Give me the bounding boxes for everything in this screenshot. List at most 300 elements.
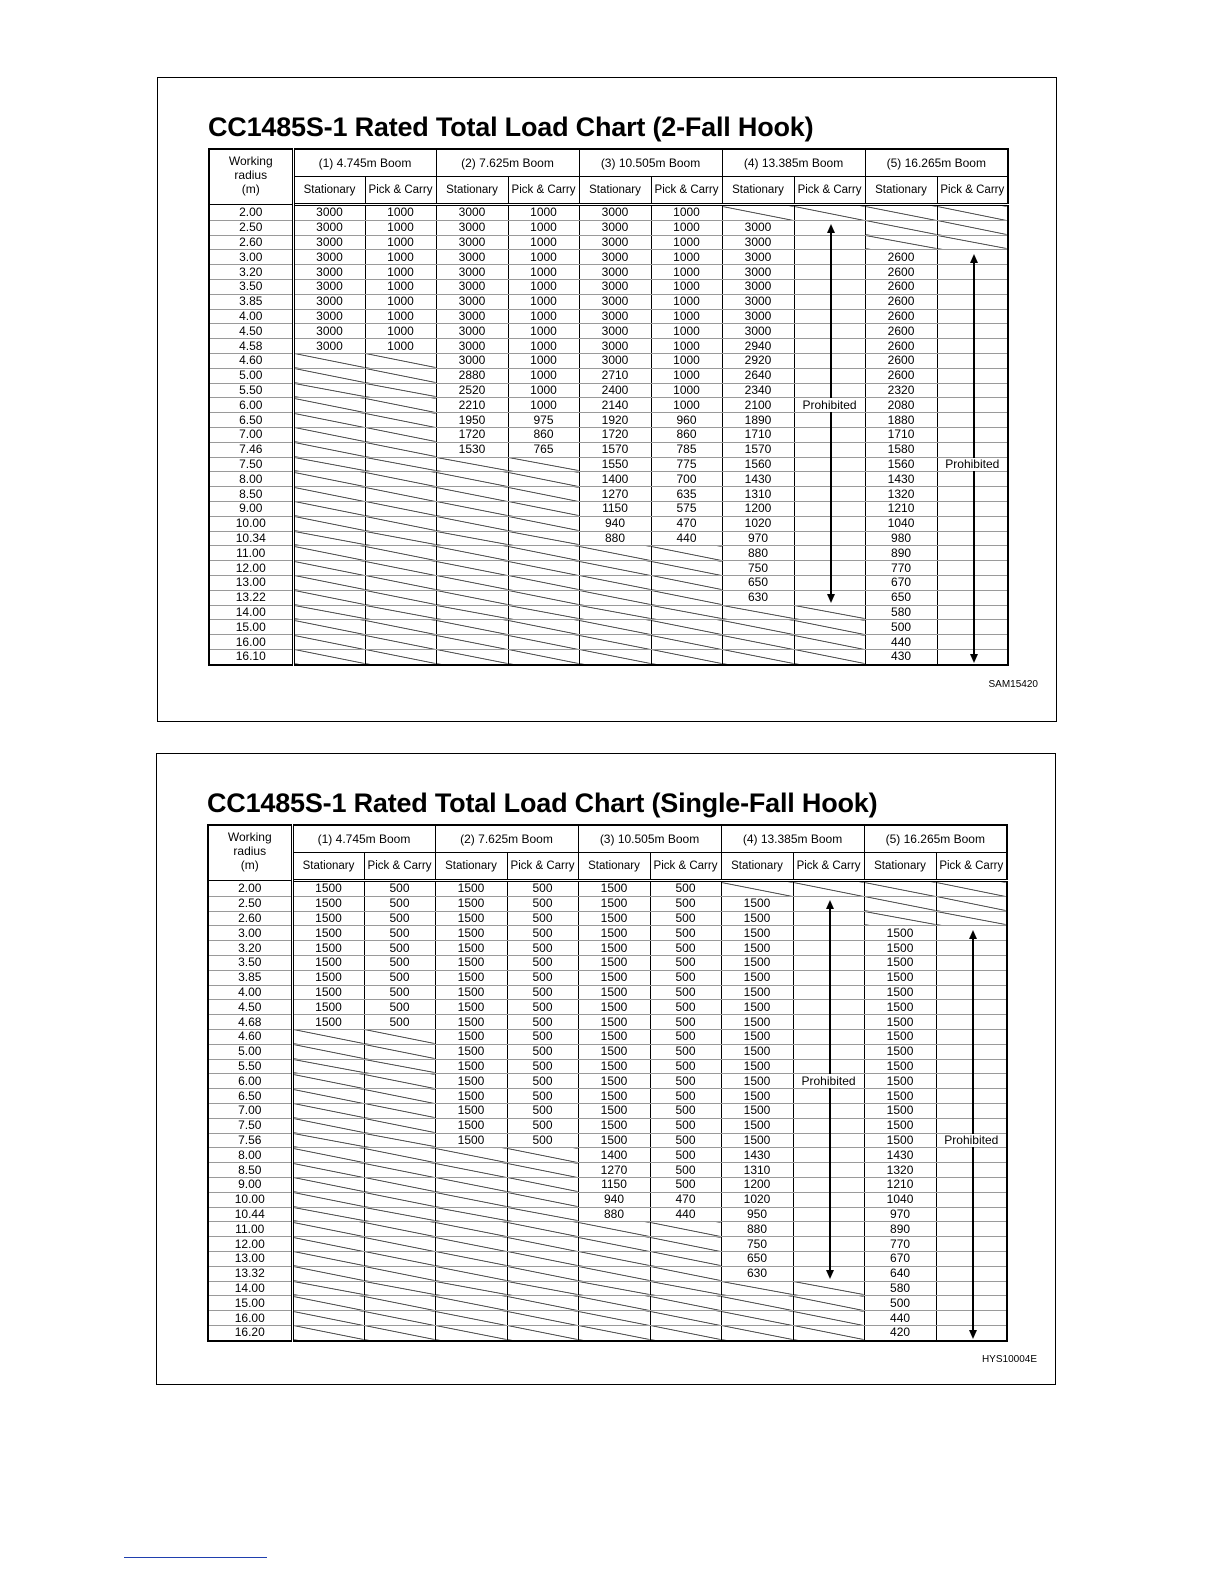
- load-value-cell: 1000: [365, 279, 436, 294]
- load-value-cell: 3000: [293, 235, 365, 250]
- load-value-cell: 500: [507, 1074, 578, 1089]
- prohibited-range-cell: [794, 457, 865, 472]
- not-applicable-cell: [435, 1237, 507, 1252]
- load-value-cell: 2940: [722, 339, 794, 354]
- load-value-cell: 1500: [578, 911, 650, 926]
- not-applicable-cell: [436, 575, 508, 590]
- not-applicable-cell: [650, 1281, 721, 1296]
- radius-cell: 13.32: [208, 1266, 292, 1281]
- radius-cell: 8.00: [208, 1148, 292, 1163]
- not-applicable-cell: [508, 457, 579, 472]
- not-applicable-cell: [293, 368, 365, 383]
- load-value-cell: 1500: [721, 1133, 793, 1148]
- table-row: [208, 955, 1007, 970]
- prohibited-range-cell: [793, 970, 864, 985]
- not-applicable-cell: [650, 1237, 721, 1252]
- load-value-cell: 1000: [651, 279, 722, 294]
- radius-cell: 10.00: [209, 516, 293, 531]
- stationary-header: Stationary: [293, 177, 365, 205]
- prohibited-range-cell: [937, 398, 1008, 413]
- load-value-cell: 1310: [721, 1163, 793, 1178]
- load-value-cell: 500: [507, 1029, 578, 1044]
- load-value-cell: 575: [651, 501, 722, 516]
- not-applicable-cell: [508, 561, 579, 576]
- not-applicable-cell: [364, 1148, 435, 1163]
- not-applicable-cell: [579, 575, 651, 590]
- not-applicable-cell: [651, 649, 722, 664]
- prohibited-range-cell: [936, 955, 1007, 970]
- not-applicable-cell: [292, 1325, 364, 1340]
- working-radius-header: Working radius (m): [209, 149, 293, 205]
- not-applicable-cell: [865, 220, 937, 235]
- load-value-cell: 3000: [579, 205, 651, 221]
- load-value-cell: 500: [650, 1015, 721, 1030]
- load-value-cell: 500: [650, 1059, 721, 1074]
- load-value-cell: 880: [578, 1207, 650, 1222]
- radius-cell: 3.50: [209, 279, 293, 294]
- prohibited-range-cell: [794, 427, 865, 442]
- load-value-cell: 1500: [864, 985, 936, 1000]
- prohibited-range-cell: [937, 294, 1008, 309]
- load-value-cell: 500: [364, 881, 435, 897]
- chart-title: CC1485S-1 Rated Total Load Chart (2-Fall Hook): [208, 112, 814, 142]
- load-value-cell: 1000: [651, 383, 722, 398]
- not-applicable-cell: [650, 1296, 721, 1311]
- not-applicable-cell: [365, 457, 436, 472]
- load-value-cell: 1500: [864, 1133, 936, 1148]
- load-value-cell: 1000: [365, 250, 436, 265]
- not-applicable-cell: [365, 605, 436, 620]
- not-applicable-cell: [364, 1325, 435, 1340]
- not-applicable-cell: [578, 1296, 650, 1311]
- pick-carry-header: Pick & Carry: [936, 853, 1007, 881]
- radius-cell: 4.58: [209, 339, 293, 354]
- prohibited-range-cell: [936, 1015, 1007, 1030]
- load-value-cell: 3000: [436, 265, 508, 280]
- boom-header: (4) 13.385m Boom: [721, 825, 864, 853]
- prohibited-range-cell: [937, 442, 1008, 457]
- prohibited-range-cell: [794, 487, 865, 502]
- table-row: [209, 620, 1008, 635]
- not-applicable-cell: [293, 457, 365, 472]
- load-value-cell: 670: [864, 1251, 936, 1266]
- radius-cell: 16.00: [209, 635, 293, 650]
- load-value-cell: 1500: [864, 1103, 936, 1118]
- not-applicable-cell: [292, 1103, 364, 1118]
- table-row: [209, 649, 1008, 664]
- not-applicable-cell: [508, 635, 579, 650]
- not-applicable-cell: [651, 620, 722, 635]
- load-value-cell: 640: [864, 1266, 936, 1281]
- load-value-cell: 1000: [651, 220, 722, 235]
- not-applicable-cell: [579, 590, 651, 605]
- table-row: [209, 368, 1008, 383]
- prohibited-range-cell: [793, 985, 864, 1000]
- load-value-cell: 1500: [721, 1118, 793, 1133]
- load-value-cell: 1320: [865, 487, 937, 502]
- stationary-header: Stationary: [578, 853, 650, 881]
- load-value-cell: 500: [650, 985, 721, 1000]
- prohibited-range-cell: [937, 561, 1008, 576]
- pick-carry-header: Pick & Carry: [794, 177, 865, 205]
- load-value-cell: 1560: [722, 457, 794, 472]
- load-value-cell: 500: [650, 1074, 721, 1089]
- not-applicable-cell: [722, 635, 794, 650]
- not-applicable-cell: [507, 1296, 578, 1311]
- not-applicable-cell: [435, 1177, 507, 1192]
- not-applicable-cell: [364, 1192, 435, 1207]
- load-value-cell: 1000: [651, 250, 722, 265]
- radius-cell: 4.50: [209, 324, 293, 339]
- radius-cell: 4.60: [209, 353, 293, 368]
- radius-cell: 4.60: [208, 1029, 292, 1044]
- load-value-cell: 3000: [579, 250, 651, 265]
- radius-cell: 10.00: [208, 1192, 292, 1207]
- prohibited-range-cell: [793, 1103, 864, 1118]
- prohibited-range-cell: [794, 501, 865, 516]
- prohibited-range-cell: [793, 1118, 864, 1133]
- not-applicable-cell: [293, 353, 365, 368]
- load-value-cell: 500: [650, 1148, 721, 1163]
- load-value-cell: 1500: [435, 926, 507, 941]
- prohibited-range-cell: [793, 1029, 864, 1044]
- not-applicable-cell: [364, 1281, 435, 1296]
- not-applicable-cell: [507, 1163, 578, 1178]
- not-applicable-cell: [293, 620, 365, 635]
- not-applicable-cell: [794, 635, 865, 650]
- prohibited-range-cell: [936, 1281, 1007, 1296]
- prohibited-range-cell: [936, 1118, 1007, 1133]
- load-chart-panel-single-fall: [156, 753, 1056, 1385]
- load-value-cell: 2210: [436, 398, 508, 413]
- radius-cell: 9.00: [208, 1177, 292, 1192]
- load-value-cell: 1000: [651, 205, 722, 221]
- radius-cell: 14.00: [208, 1281, 292, 1296]
- prohibited-range-cell: [794, 531, 865, 546]
- load-value-cell: 430: [865, 649, 937, 664]
- not-applicable-cell: [293, 575, 365, 590]
- arrow-down-icon: [827, 594, 835, 603]
- not-applicable-cell: [507, 1192, 578, 1207]
- prohibited-range-cell: [793, 1000, 864, 1015]
- not-applicable-cell: [292, 1059, 364, 1074]
- load-value-cell: 1500: [864, 1074, 936, 1089]
- not-applicable-cell: [292, 1311, 364, 1326]
- prohibited-range-cell: [936, 1000, 1007, 1015]
- load-value-cell: 500: [650, 1118, 721, 1133]
- not-applicable-cell: [937, 220, 1008, 235]
- load-value-cell: 1500: [292, 941, 364, 956]
- load-value-cell: 1500: [578, 1029, 650, 1044]
- radius-cell: 5.50: [209, 383, 293, 398]
- load-value-cell: 1040: [865, 516, 937, 531]
- prohibited-label: Prohibited: [944, 1133, 999, 1147]
- load-value-cell: 1500: [578, 1000, 650, 1015]
- prohibited-label: Prohibited: [801, 1073, 856, 1088]
- radius-cell: 8.50: [208, 1163, 292, 1178]
- load-value-cell: 500: [364, 941, 435, 956]
- load-value-cell: 1560: [865, 457, 937, 472]
- prohibited-range-cell: [793, 1089, 864, 1104]
- load-value-cell: 3000: [579, 353, 651, 368]
- table-row: [209, 635, 1008, 650]
- load-value-cell: 1500: [435, 1029, 507, 1044]
- load-value-cell: 500: [507, 911, 578, 926]
- load-value-cell: 1430: [721, 1148, 793, 1163]
- not-applicable-cell: [578, 1222, 650, 1237]
- not-applicable-cell: [435, 1325, 507, 1340]
- load-value-cell: 1500: [578, 1089, 650, 1104]
- load-value-cell: 1000: [651, 339, 722, 354]
- not-applicable-cell: [364, 1029, 435, 1044]
- not-applicable-cell: [292, 1089, 364, 1104]
- not-applicable-cell: [364, 1044, 435, 1059]
- not-applicable-cell: [578, 1281, 650, 1296]
- not-applicable-cell: [365, 531, 436, 546]
- prohibited-label-cell: [936, 1133, 1007, 1148]
- radius-cell: 8.50: [209, 487, 293, 502]
- load-value-cell: 1500: [578, 955, 650, 970]
- load-value-cell: 1500: [578, 896, 650, 911]
- load-value-cell: 1500: [721, 1000, 793, 1015]
- not-applicable-cell: [436, 590, 508, 605]
- load-value-cell: 970: [864, 1207, 936, 1222]
- not-applicable-cell: [722, 620, 794, 635]
- load-value-cell: 1500: [435, 1015, 507, 1030]
- prohibited-range-cell: [937, 546, 1008, 561]
- load-value-cell: 1500: [721, 896, 793, 911]
- boom-header: (2) 7.625m Boom: [436, 149, 579, 177]
- not-applicable-cell: [793, 1296, 864, 1311]
- not-applicable-cell: [435, 1163, 507, 1178]
- table-row: [208, 1074, 1007, 1089]
- stationary-header: Stationary: [864, 853, 936, 881]
- load-value-cell: 3000: [579, 294, 651, 309]
- load-value-cell: 860: [508, 427, 579, 442]
- not-applicable-cell: [651, 561, 722, 576]
- not-applicable-cell: [435, 1148, 507, 1163]
- not-applicable-cell: [293, 398, 365, 413]
- load-value-cell: 500: [507, 1059, 578, 1074]
- not-applicable-cell: [793, 1281, 864, 1296]
- not-applicable-cell: [436, 546, 508, 561]
- prohibited-range-cell: [936, 941, 1007, 956]
- load-value-cell: 3000: [722, 265, 794, 280]
- load-value-cell: 1500: [435, 1044, 507, 1059]
- load-value-cell: 3000: [293, 220, 365, 235]
- load-value-cell: 2600: [865, 279, 937, 294]
- stationary-header: Stationary: [865, 177, 937, 205]
- prohibited-range-cell: [793, 955, 864, 970]
- radius-cell: 11.00: [209, 546, 293, 561]
- load-value-cell: 1500: [721, 985, 793, 1000]
- load-value-cell: 1500: [435, 985, 507, 1000]
- load-value-cell: 3000: [293, 279, 365, 294]
- not-applicable-cell: [435, 1296, 507, 1311]
- load-value-cell: 1000: [365, 324, 436, 339]
- load-value-cell: 500: [507, 941, 578, 956]
- not-applicable-cell: [436, 635, 508, 650]
- load-value-cell: 2100: [722, 398, 794, 413]
- arrow-up-icon: [827, 224, 835, 233]
- not-applicable-cell: [292, 1251, 364, 1266]
- load-value-cell: 2080: [865, 398, 937, 413]
- not-applicable-cell: [364, 1296, 435, 1311]
- table-row: [208, 1148, 1007, 1163]
- load-value-cell: 1000: [508, 398, 579, 413]
- radius-cell: 2.60: [208, 911, 292, 926]
- load-chart-panel-2-fall: [157, 77, 1057, 722]
- chart-title: CC1485S-1 Rated Total Load Chart (Single-Fall Hook): [207, 788, 878, 818]
- load-value-cell: 1500: [435, 1059, 507, 1074]
- table-row: [209, 309, 1008, 324]
- radius-cell: 6.00: [208, 1074, 292, 1089]
- radius-cell: 6.00: [209, 398, 293, 413]
- stationary-header: Stationary: [436, 177, 508, 205]
- not-applicable-cell: [293, 546, 365, 561]
- load-value-cell: 1920: [579, 413, 651, 428]
- load-value-cell: 2400: [579, 383, 651, 398]
- table-row: [209, 294, 1008, 309]
- prohibited-range-cell: [936, 970, 1007, 985]
- load-value-cell: 500: [650, 1163, 721, 1178]
- load-value-cell: 2920: [722, 353, 794, 368]
- not-applicable-cell: [293, 561, 365, 576]
- not-applicable-cell: [364, 1237, 435, 1252]
- not-applicable-cell: [435, 1281, 507, 1296]
- prohibited-range-cell: [794, 575, 865, 590]
- table-row: [209, 413, 1008, 428]
- load-value-cell: 2600: [865, 368, 937, 383]
- boom-header: (1) 4.745m Boom: [292, 825, 435, 853]
- table-row: [208, 1237, 1007, 1252]
- load-value-cell: 1500: [578, 985, 650, 1000]
- load-value-cell: 3000: [293, 205, 365, 221]
- prohibited-range-cell: [793, 926, 864, 941]
- stationary-header: Stationary: [292, 853, 364, 881]
- prohibited-range-cell: [937, 383, 1008, 398]
- not-applicable-cell: [650, 1325, 721, 1340]
- chart-code: HYS10004E: [981, 1354, 1037, 1365]
- prohibited-range-cell: [793, 1222, 864, 1237]
- load-value-cell: 1500: [721, 955, 793, 970]
- load-value-cell: 880: [721, 1222, 793, 1237]
- load-value-cell: 1500: [721, 926, 793, 941]
- not-applicable-cell: [292, 1029, 364, 1044]
- load-value-cell: 3000: [293, 294, 365, 309]
- not-applicable-cell: [508, 649, 579, 664]
- not-applicable-cell: [937, 235, 1008, 250]
- load-value-cell: 1000: [508, 205, 579, 221]
- prohibited-range-cell: [794, 339, 865, 354]
- load-value-cell: 3000: [579, 265, 651, 280]
- load-value-cell: 500: [507, 881, 578, 897]
- prohibited-range-cell: [793, 1207, 864, 1222]
- load-value-cell: 1430: [722, 472, 794, 487]
- not-applicable-cell: [721, 1281, 793, 1296]
- radius-cell: 7.46: [209, 442, 293, 457]
- not-applicable-cell: [650, 1266, 721, 1281]
- not-applicable-cell: [293, 487, 365, 502]
- load-value-cell: 1500: [721, 941, 793, 956]
- table-row: [208, 1029, 1007, 1044]
- radius-cell: 16.00: [208, 1311, 292, 1326]
- load-value-cell: 2600: [865, 353, 937, 368]
- load-value-cell: 1000: [651, 265, 722, 280]
- load-value-cell: 1000: [651, 294, 722, 309]
- not-applicable-cell: [365, 649, 436, 664]
- load-value-cell: 3000: [293, 339, 365, 354]
- stationary-header: Stationary: [435, 853, 507, 881]
- not-applicable-cell: [865, 205, 937, 221]
- prohibited-range-cell: [794, 516, 865, 531]
- not-applicable-cell: [507, 1325, 578, 1340]
- table-row: [208, 1296, 1007, 1311]
- load-value-cell: 500: [507, 1118, 578, 1133]
- not-applicable-cell: [293, 472, 365, 487]
- load-value-cell: 500: [650, 926, 721, 941]
- prohibited-range-cell: [793, 1015, 864, 1030]
- load-value-cell: 500: [507, 1103, 578, 1118]
- load-value-cell: 1500: [435, 881, 507, 897]
- prohibited-range-cell: [794, 235, 865, 250]
- load-value-cell: 1500: [435, 1000, 507, 1015]
- not-applicable-cell: [578, 1311, 650, 1326]
- load-value-cell: 1570: [722, 442, 794, 457]
- prohibited-range-cell: [794, 472, 865, 487]
- load-value-cell: 1500: [721, 1103, 793, 1118]
- load-value-cell: 630: [722, 590, 794, 605]
- not-applicable-cell: [365, 561, 436, 576]
- radius-cell: 6.50: [208, 1089, 292, 1104]
- load-value-cell: 1000: [508, 235, 579, 250]
- not-applicable-cell: [507, 1237, 578, 1252]
- load-value-cell: 1950: [436, 413, 508, 428]
- table-row: [209, 457, 1008, 472]
- not-applicable-cell: [722, 649, 794, 664]
- prohibited-range-cell: [937, 516, 1008, 531]
- table-row: [208, 881, 1007, 897]
- radius-cell: 7.00: [208, 1103, 292, 1118]
- table-row: [208, 1177, 1007, 1192]
- not-applicable-cell: [579, 635, 651, 650]
- table-row: [209, 531, 1008, 546]
- table-row: [208, 1325, 1007, 1340]
- load-value-cell: 500: [507, 1044, 578, 1059]
- table-row: [209, 546, 1008, 561]
- load-value-cell: 500: [364, 955, 435, 970]
- load-value-cell: 1430: [865, 472, 937, 487]
- not-applicable-cell: [364, 1311, 435, 1326]
- load-value-cell: 890: [865, 546, 937, 561]
- not-applicable-cell: [508, 590, 579, 605]
- prohibited-range-cell: [794, 250, 865, 265]
- load-value-cell: 750: [722, 561, 794, 576]
- not-applicable-cell: [293, 413, 365, 428]
- not-applicable-cell: [435, 1251, 507, 1266]
- table-row: [208, 1251, 1007, 1266]
- not-applicable-cell: [507, 1311, 578, 1326]
- not-applicable-cell: [435, 1207, 507, 1222]
- load-value-cell: 1500: [578, 1118, 650, 1133]
- table-row: [209, 427, 1008, 442]
- load-value-cell: 500: [507, 985, 578, 1000]
- not-applicable-cell: [650, 1222, 721, 1237]
- prohibited-range-cell: [794, 309, 865, 324]
- load-value-cell: 3000: [579, 324, 651, 339]
- load-value-cell: 1500: [292, 926, 364, 941]
- load-value-cell: 1500: [721, 1044, 793, 1059]
